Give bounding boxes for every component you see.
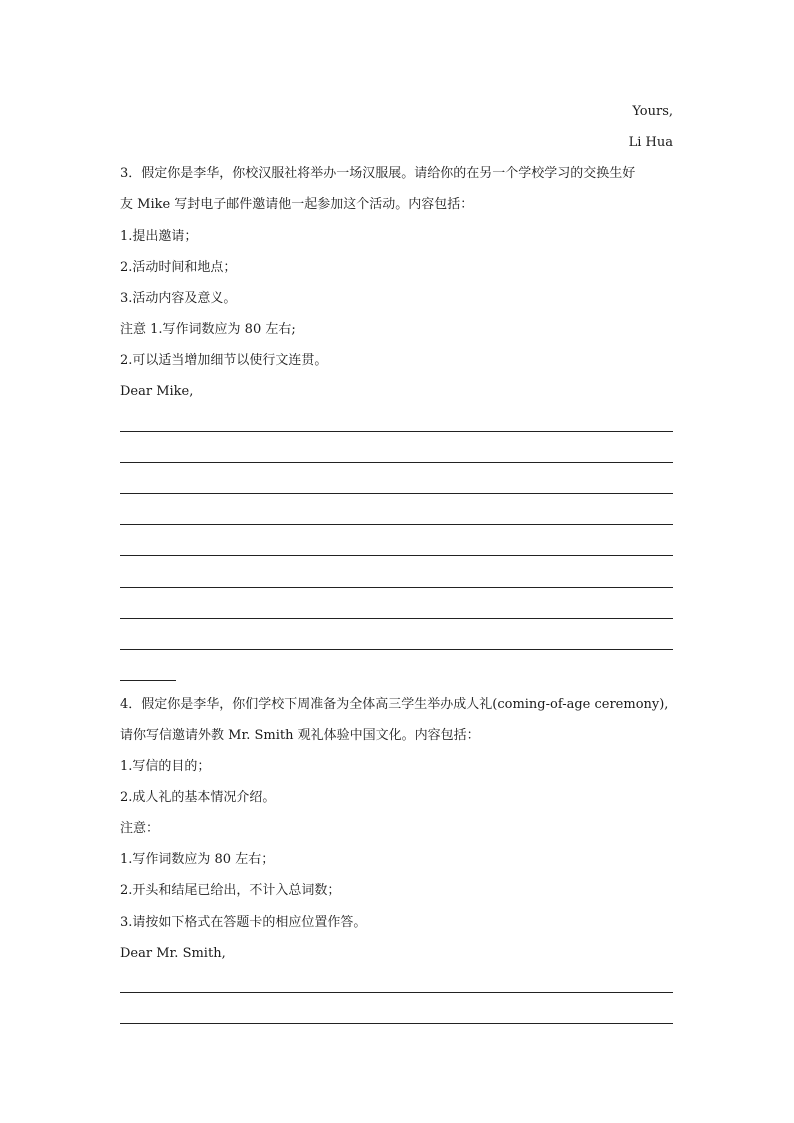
q3-prompt-line-2: 友 Mike 写封电子邮件邀请他一起参加这个活动。内容包括： bbox=[120, 197, 474, 212]
q3-writing-line bbox=[120, 649, 673, 650]
q3-writing-line bbox=[120, 524, 673, 525]
q4-prompt-line-2: 请你写信邀请外教 Mr. Smith 观礼体验中国文化。内容包括： bbox=[120, 728, 480, 743]
q3-writing-line bbox=[120, 462, 673, 463]
q3-content-item-3: 3.活动内容及意义。 bbox=[120, 291, 237, 306]
closing-yours: Yours, bbox=[632, 104, 673, 119]
q3-writing-line bbox=[120, 587, 673, 588]
q4-content-item-1: 1.写信的目的； bbox=[120, 759, 211, 774]
q4-note-2: 2.开头和结尾已给出，不计入总词数； bbox=[120, 883, 341, 898]
q3-note-1: 注意 1.写作词数应为 80 左右; bbox=[120, 322, 296, 337]
q3-prompt-line-1: 3．假定你是李华，你校汉服社将举办一场汉服展。请给你的在另一个学校学习的交换生好 bbox=[120, 166, 636, 181]
q3-writing-line-short bbox=[120, 680, 176, 681]
q4-note-1: 1.写作词数应为 80 左右； bbox=[120, 852, 275, 867]
q3-writing-line bbox=[120, 493, 673, 494]
q4-salutation: Dear Mr. Smith, bbox=[120, 946, 226, 961]
q4-note-label: 注意： bbox=[120, 821, 160, 836]
q4-prompt-line-1: 4．假定你是李华，你们学校下周准备为全体高三学生举办成人礼(coming-of-age ceremony), bbox=[120, 697, 669, 712]
q4-writing-line bbox=[120, 1023, 673, 1024]
q4-note-3: 3.请按如下格式在答题卡的相应位置作答。 bbox=[120, 915, 367, 930]
q4-content-item-2: 2.成人礼的基本情况介绍。 bbox=[120, 790, 276, 805]
q3-content-item-2: 2.活动时间和地点； bbox=[120, 260, 237, 275]
q3-salutation: Dear Mike, bbox=[120, 384, 194, 399]
closing-name: Li Hua bbox=[628, 135, 673, 150]
q3-note-2: 2.可以适当增加细节以使行文连贯。 bbox=[120, 353, 328, 368]
q4-writing-line bbox=[120, 992, 673, 993]
q3-content-item-1: 1.提出邀请； bbox=[120, 229, 198, 244]
q3-writing-line bbox=[120, 431, 673, 432]
q3-writing-line bbox=[120, 618, 673, 619]
q3-writing-line bbox=[120, 555, 673, 556]
